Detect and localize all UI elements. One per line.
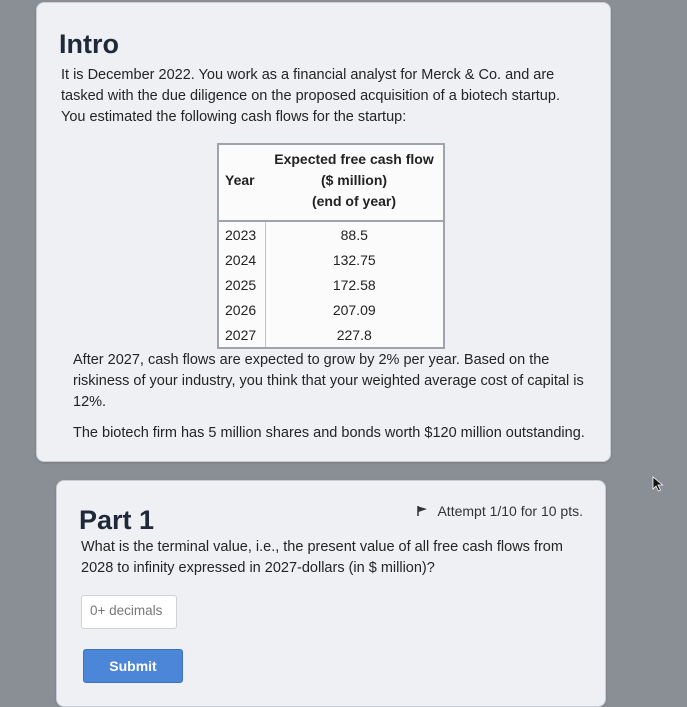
- year-cell: 2027: [218, 322, 265, 348]
- year-cell: 2023: [218, 221, 265, 247]
- table-row: [218, 322, 444, 348]
- intro-paragraph: It is December 2022. You work as a financial analyst for Merck & Co. and are tasked with the due diligence on the proposed acquisition of a biotech startup. You estimated the following cash flows for the startup:: [61, 67, 560, 125]
- year-cell: 2025: [218, 272, 265, 297]
- header-line-3: (end of year): [311, 193, 396, 209]
- flag-icon: [417, 505, 429, 517]
- value-cell: 227.8: [336, 326, 372, 343]
- value-cell: 88.5: [340, 226, 368, 243]
- mouse-cursor-icon: [651, 476, 665, 492]
- part1-card: [56, 480, 606, 707]
- attempt-info: [417, 503, 583, 519]
- header-line-2: ($ million): [320, 172, 388, 188]
- question-text: What is the terminal value, i.e., the present value of all free cash flows from 2028 to infinity expressed in 2027-dollars (in $ million)?: [81, 539, 563, 576]
- value-cell: 172.58: [332, 276, 376, 293]
- cash-flow-table: [217, 143, 445, 349]
- intro-title: Intro: [59, 29, 119, 59]
- submit-button[interactable]: Submit: [83, 649, 183, 683]
- attempt-text: Attempt 1/10 for 10 pts.: [437, 503, 583, 519]
- year-cell: 2024: [218, 247, 265, 272]
- table-row: [218, 221, 444, 247]
- part1-title: Part 1: [79, 505, 155, 535]
- value-cell: 207.09: [332, 301, 376, 318]
- intro-card: [36, 2, 611, 462]
- table-header-cash-flow: [265, 144, 444, 221]
- header-line-1: Expected free cash flow: [274, 151, 434, 167]
- answer-input[interactable]: 0+ decimals: [81, 595, 177, 629]
- value-cell: 132.75: [332, 251, 376, 268]
- year-cell: 2026: [218, 297, 265, 322]
- table-header-year: Year: [218, 144, 265, 221]
- shares-paragraph: The biotech firm has 5 million shares and bonds worth $120 million outstanding.: [73, 425, 585, 441]
- growth-paragraph: After 2027, cash flows are expected to grow by 2% per year. Based on the riskiness of your industry, you think that your weighted average cost of capital is 12%.: [73, 352, 584, 410]
- table-row: [218, 272, 444, 297]
- table-row: [218, 247, 444, 272]
- table-row: [218, 297, 444, 322]
